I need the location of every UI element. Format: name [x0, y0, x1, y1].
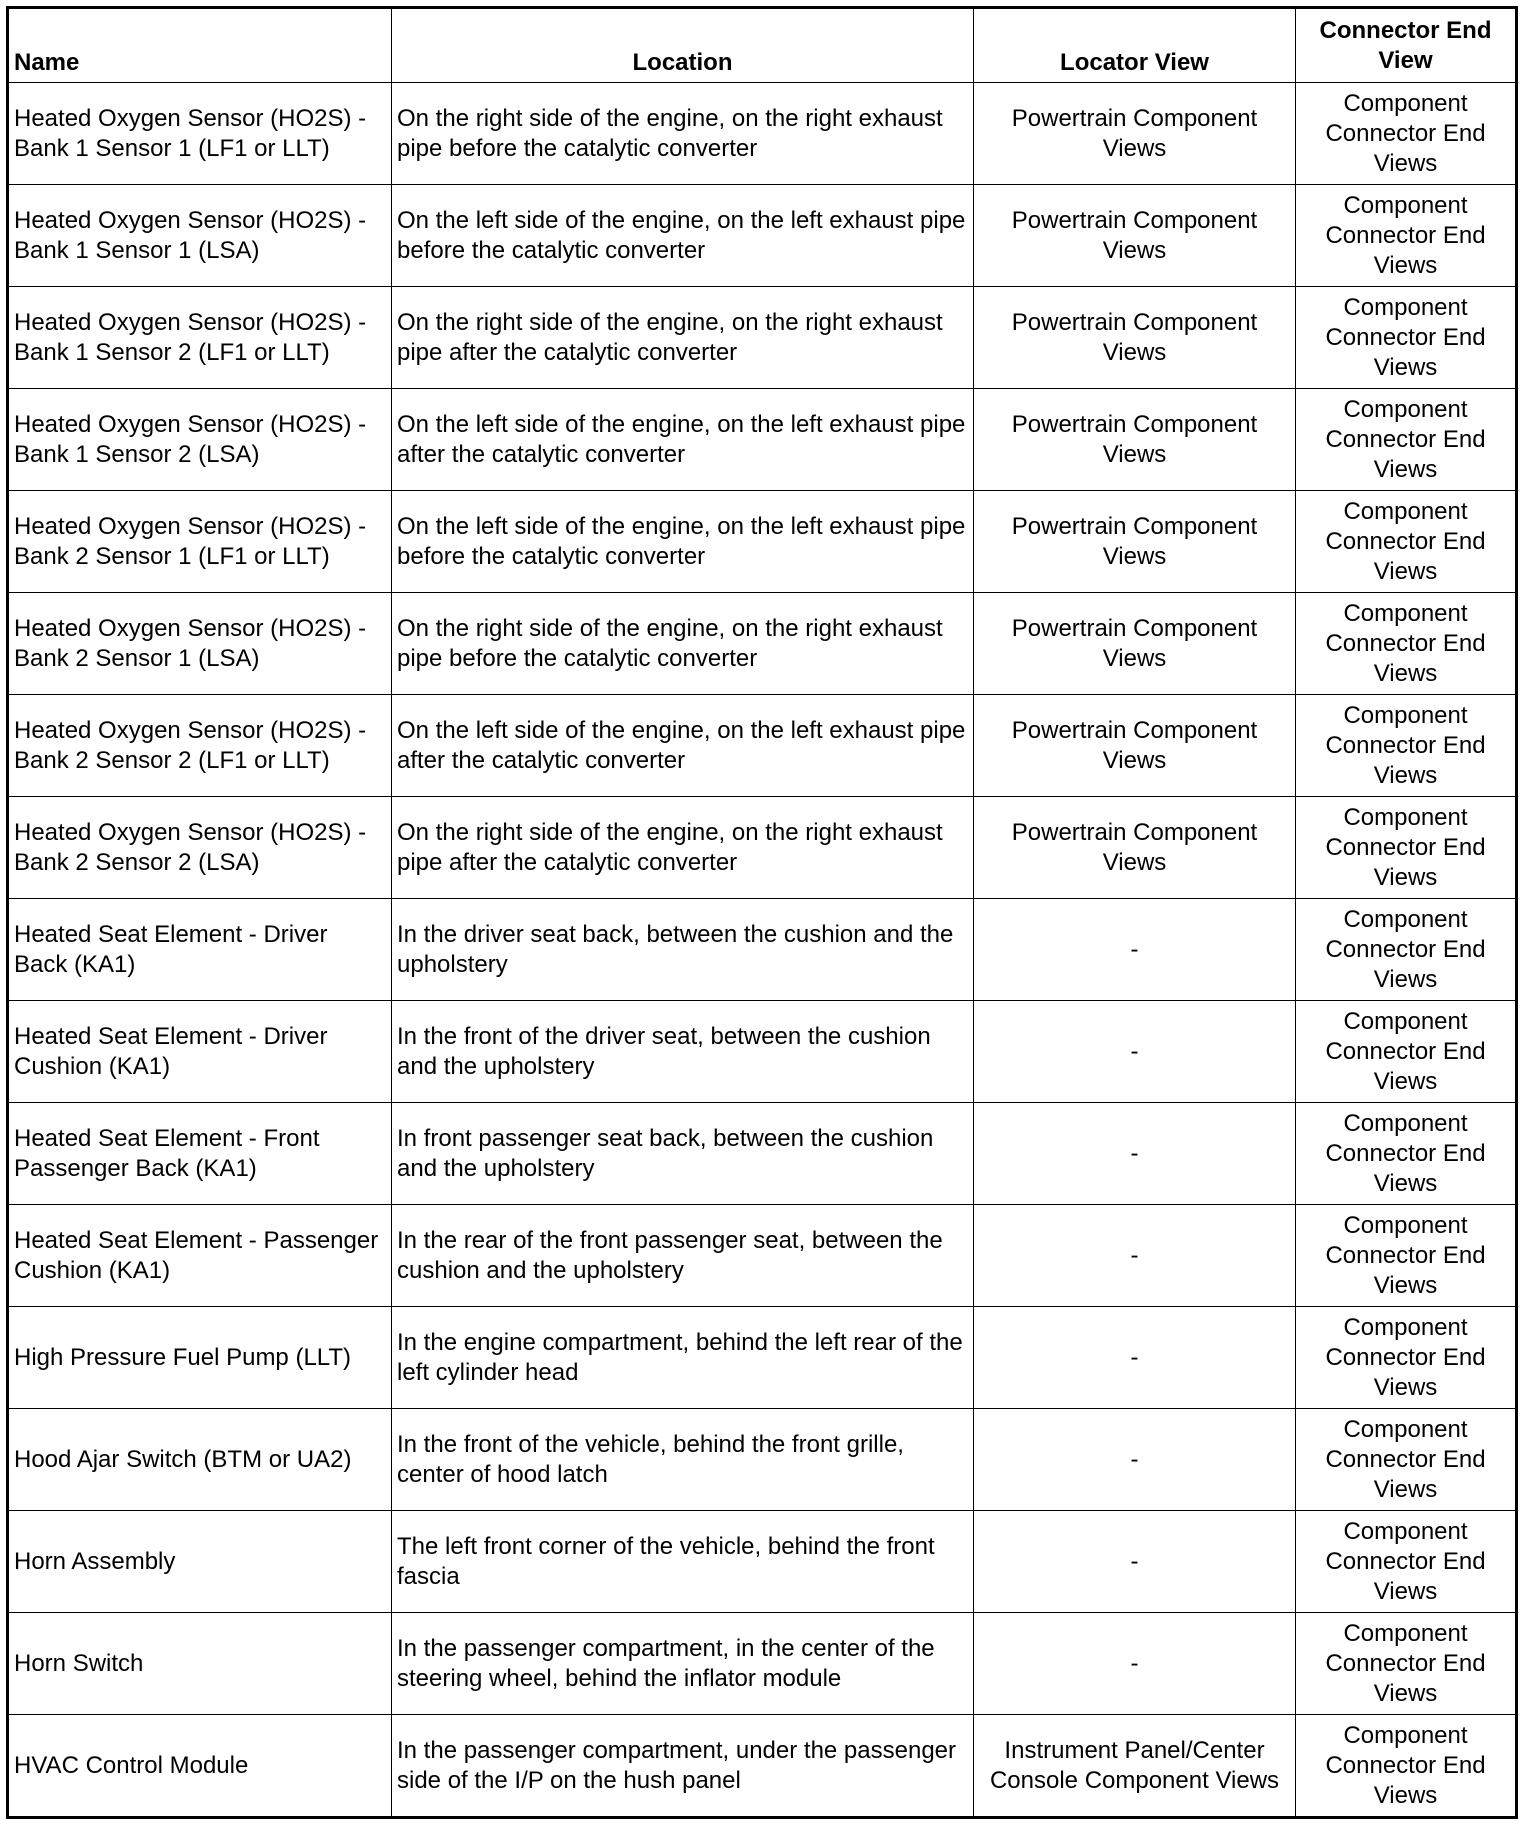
cell-location: On the left side of the engine, on the left exhaust pipe after the catalytic converter — [392, 695, 974, 797]
cell-locator-view[interactable]: Powertrain Component Views — [974, 287, 1296, 389]
cell-locator-view[interactable]: Powertrain Component Views — [974, 389, 1296, 491]
cell-component-name: Heated Oxygen Sensor (HO2S) - Bank 1 Sensor 2 (LSA) — [8, 389, 392, 491]
cell-connector-end-view[interactable] — [1296, 695, 1517, 797]
table-row — [8, 389, 1517, 491]
cell-connector-end-view[interactable] — [1296, 1103, 1517, 1205]
cell-component-name: Hood Ajar Switch (BTM or UA2) — [8, 1409, 392, 1511]
cell-location: On the right side of the engine, on the right exhaust pipe after the catalytic converter — [392, 797, 974, 899]
connector-end-view-link[interactable]: Component Connector End Views — [1325, 1721, 1486, 1809]
cell-component-name: Heated Seat Element - Driver Cushion (KA1) — [8, 1001, 392, 1103]
table-row — [8, 1409, 1517, 1511]
cell-location: On the right side of the engine, on the right exhaust pipe after the catalytic converter — [392, 287, 974, 389]
cell-connector-end-view[interactable] — [1296, 185, 1517, 287]
cell-component-name: Heated Oxygen Sensor (HO2S) - Bank 2 Sensor 2 (LSA) — [8, 797, 392, 899]
cell-connector-end-view[interactable] — [1296, 83, 1517, 185]
table-header-row — [8, 8, 1517, 83]
cell-component-name: Horn Assembly — [8, 1511, 392, 1613]
cell-connector-end-view[interactable] — [1296, 1715, 1517, 1818]
connector-end-view-link[interactable]: Component Connector End Views — [1325, 395, 1486, 483]
cell-location: On the left side of the engine, on the left exhaust pipe before the catalytic converter — [392, 185, 974, 287]
cell-location: In front passenger seat back, between the cushion and the upholstery — [392, 1103, 974, 1205]
cell-connector-end-view[interactable] — [1296, 593, 1517, 695]
table-row — [8, 491, 1517, 593]
cell-component-name: Heated Oxygen Sensor (HO2S) - Bank 2 Sensor 2 (LF1 or LLT) — [8, 695, 392, 797]
table-body — [8, 83, 1517, 1818]
connector-end-view-link[interactable]: Component Connector End Views — [1325, 1415, 1486, 1503]
cell-connector-end-view[interactable] — [1296, 1613, 1517, 1715]
cell-location: In the rear of the front passenger seat, between the cushion and the upholstery — [392, 1205, 974, 1307]
cell-component-name: Heated Seat Element - Driver Back (KA1) — [8, 899, 392, 1001]
cell-component-name: Heated Seat Element - Passenger Cushion (KA1) — [8, 1205, 392, 1307]
table-row — [8, 1001, 1517, 1103]
connector-end-view-link[interactable]: Component Connector End Views — [1325, 191, 1486, 279]
table-row — [8, 1613, 1517, 1715]
cell-locator-view[interactable]: Powertrain Component Views — [974, 695, 1296, 797]
connector-end-view-link[interactable]: Component Connector End Views — [1325, 1313, 1486, 1401]
cell-component-name: Heated Seat Element - Front Passenger Back (KA1) — [8, 1103, 392, 1205]
cell-location: On the right side of the engine, on the right exhaust pipe before the catalytic converter — [392, 83, 974, 185]
cell-location: On the left side of the engine, on the left exhaust pipe before the catalytic converter — [392, 491, 974, 593]
cell-component-name: Heated Oxygen Sensor (HO2S) - Bank 2 Sensor 1 (LF1 or LLT) — [8, 491, 392, 593]
cell-location: In the passenger compartment, in the center of the steering wheel, behind the inflator module — [392, 1613, 974, 1715]
table-row — [8, 1307, 1517, 1409]
cell-location: On the right side of the engine, on the right exhaust pipe before the catalytic converter — [392, 593, 974, 695]
connector-end-view-link[interactable]: Component Connector End Views — [1325, 1109, 1486, 1197]
cell-locator-view[interactable]: Powertrain Component Views — [974, 185, 1296, 287]
connector-end-view-link[interactable]: Component Connector End Views — [1325, 1007, 1486, 1095]
cell-location: In the engine compartment, behind the left rear of the left cylinder head — [392, 1307, 974, 1409]
table-row — [8, 593, 1517, 695]
table-row — [8, 287, 1517, 389]
column-header-connector-end-view — [1296, 8, 1517, 83]
cell-location: On the left side of the engine, on the left exhaust pipe after the catalytic converter — [392, 389, 974, 491]
cell-connector-end-view[interactable] — [1296, 389, 1517, 491]
table-row — [8, 797, 1517, 899]
cell-location: In the passenger compartment, under the passenger side of the I/P on the hush panel — [392, 1715, 974, 1818]
column-header-connector-end-view-label: Connector End View — [1319, 16, 1492, 74]
table-row — [8, 185, 1517, 287]
cell-location: In the driver seat back, between the cushion and the upholstery — [392, 899, 974, 1001]
cell-location: In the front of the driver seat, between the cushion and the upholstery — [392, 1001, 974, 1103]
cell-locator-view: - — [974, 1205, 1296, 1307]
cell-component-name: HVAC Control Module — [8, 1715, 392, 1818]
table-row — [8, 83, 1517, 185]
column-header-locator-view: Locator View — [974, 8, 1296, 83]
cell-component-name: Horn Switch — [8, 1613, 392, 1715]
column-header-name: Name — [8, 8, 392, 83]
connector-end-view-link[interactable]: Component Connector End Views — [1325, 905, 1486, 993]
cell-locator-view[interactable]: Powertrain Component Views — [974, 83, 1296, 185]
table-row — [8, 1715, 1517, 1818]
table-row — [8, 1511, 1517, 1613]
cell-location: In the front of the vehicle, behind the front grille, center of hood latch — [392, 1409, 974, 1511]
cell-locator-view: - — [974, 1613, 1296, 1715]
table-row — [8, 1103, 1517, 1205]
connector-end-view-link[interactable]: Component Connector End Views — [1325, 1619, 1486, 1707]
connector-end-view-link[interactable]: Component Connector End Views — [1325, 293, 1486, 381]
connector-end-view-link[interactable]: Component Connector End Views — [1325, 89, 1486, 177]
cell-component-name: Heated Oxygen Sensor (HO2S) - Bank 1 Sensor 1 (LSA) — [8, 185, 392, 287]
cell-locator-view: - — [974, 1511, 1296, 1613]
cell-location: The left front corner of the vehicle, behind the front fascia — [392, 1511, 974, 1613]
connector-end-view-link[interactable]: Component Connector End Views — [1325, 599, 1486, 687]
cell-locator-view[interactable]: Powertrain Component Views — [974, 491, 1296, 593]
connector-end-view-link[interactable]: Component Connector End Views — [1325, 701, 1486, 789]
cell-connector-end-view[interactable] — [1296, 1001, 1517, 1103]
cell-connector-end-view[interactable] — [1296, 491, 1517, 593]
cell-component-name: High Pressure Fuel Pump (LLT) — [8, 1307, 392, 1409]
cell-connector-end-view[interactable] — [1296, 287, 1517, 389]
cell-locator-view: - — [974, 1409, 1296, 1511]
cell-connector-end-view[interactable] — [1296, 1307, 1517, 1409]
cell-locator-view: - — [974, 1103, 1296, 1205]
table-row — [8, 695, 1517, 797]
cell-component-name: Heated Oxygen Sensor (HO2S) - Bank 1 Sensor 2 (LF1 or LLT) — [8, 287, 392, 389]
cell-connector-end-view[interactable] — [1296, 1511, 1517, 1613]
cell-locator-view[interactable]: Powertrain Component Views — [974, 593, 1296, 695]
component-locator-table — [6, 6, 1518, 1819]
cell-locator-view[interactable]: Instrument Panel/Center Console Component Views — [974, 1715, 1296, 1818]
cell-locator-view: - — [974, 1307, 1296, 1409]
table-row — [8, 1205, 1517, 1307]
connector-end-view-link[interactable]: Component Connector End Views — [1325, 1211, 1486, 1299]
cell-locator-view[interactable]: Powertrain Component Views — [974, 797, 1296, 899]
cell-component-name: Heated Oxygen Sensor (HO2S) - Bank 1 Sensor 1 (LF1 or LLT) — [8, 83, 392, 185]
cell-connector-end-view[interactable] — [1296, 899, 1517, 1001]
cell-component-name: Heated Oxygen Sensor (HO2S) - Bank 2 Sensor 1 (LSA) — [8, 593, 392, 695]
cell-connector-end-view[interactable] — [1296, 1409, 1517, 1511]
cell-locator-view: - — [974, 1001, 1296, 1103]
column-header-location: Location — [392, 8, 974, 83]
cell-connector-end-view[interactable] — [1296, 797, 1517, 899]
cell-locator-view: - — [974, 899, 1296, 1001]
table-row — [8, 899, 1517, 1001]
connector-end-view-link[interactable]: Component Connector End Views — [1325, 1517, 1486, 1605]
cell-connector-end-view[interactable] — [1296, 1205, 1517, 1307]
connector-end-view-link[interactable]: Component Connector End Views — [1325, 803, 1486, 891]
connector-end-view-link[interactable]: Component Connector End Views — [1325, 497, 1486, 585]
